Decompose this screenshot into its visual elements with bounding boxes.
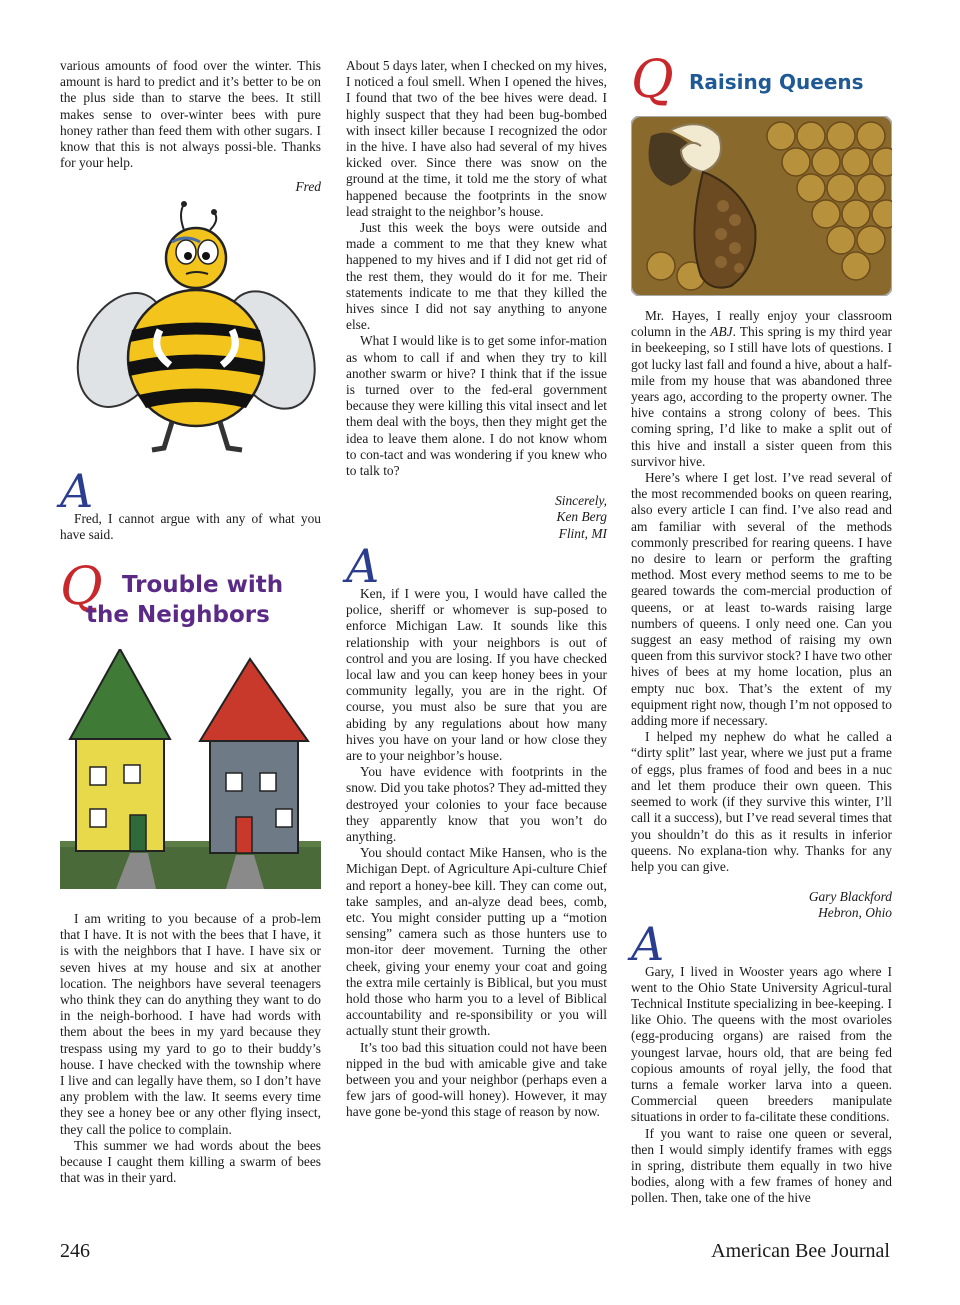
column-2 bbox=[346, 58, 607, 1121]
answer-paragraph: Gary, I lived in Wooster years ago where I went to the Ohio State University Agricul-tural Technical Institute specializing in bee-keeping. I like Ohio. The queens with the most ovarioles (egg-producing organs) are raised from the youngest larvae, hours old, that are being fed copious amounts of royal jelly, the food that turns a female worker larva into a queen. Commercial queen breeders manipulate situations in order to fa-cilitate these conditions. bbox=[631, 963, 892, 1125]
letter-paragraph: I am writing to you because of a prob-lem that I have. It is not with the bees that I have, it is with the neighbors that I have. I have six or seven hives at my house and six at another location. The neighbors have several teenagers who think they can do anything they want to do in the neigh-borhood. I have had words with them about the bees in my yard because they trespass using my yard to go to their buddy’s house. I have checked with the township where I live and can legally have them, so I don’t have any problem with the law. It seems every time they see a honey bee or any other flying insect, they call the police to complain. bbox=[60, 911, 321, 1137]
answer-paragraph: If you want to raise one queen or several, then I would simply identify frames with eggs in spring, distribute them equally in two hive bodies, along with a few frames of honey and pollen. Then, take one of the hive bbox=[631, 1125, 892, 1206]
letter-text: . This spring is my third year in beekeeping, so I still have lots of questions. I got lucky last fall and found a hive, about a half-mile from my house that was abandoned three years ago, according to the property owner. The hive contains a strong colony of bees. This coming spring, I’d like to make a split out of this hive and install a sister queen from this survivor hive. bbox=[631, 324, 892, 469]
question-letter: Q bbox=[631, 50, 674, 110]
column-3 bbox=[631, 50, 892, 1207]
journal-abbreviation: ABJ bbox=[710, 324, 733, 340]
answer-letter: A bbox=[346, 538, 380, 593]
section-heading-raising-queens bbox=[631, 50, 892, 112]
answer-letter: A bbox=[60, 463, 94, 518]
letter-paragraph: Here’s where I get lost. I’ve read several of the most recommended books on queen rearing, also every article I can find. I’ve also read and am familiar with several of the methods commonly prescribed for rearing queens. I have no desire to learn or perform the grafting method. Most every method seems to me to be geared towards the com-mercial production of queens, or at least to-wards raising large numbers of queens. I only need one. Can you suggest an easy method of raising my own queen from this survivor stock? I have two other hives of bees at my home location, plus an empty nuc box. That’s the extent of my equipment right now, though I’m not opposed to adding more if necessary. bbox=[631, 470, 892, 729]
letter-paragraph: This summer we had words about the bees because I caught them killing a swarm of bees that was in their yard. bbox=[60, 1137, 321, 1186]
letter-paragraph: I helped my nephew do what he called a “dirty split” last year, where we just put a frame of eggs, plus frames of food and bees in a nuc and let them produce their own queen. This seemed to work (if they survive this winter, I’ll call it a success), but I’ve read several times that you shouldn’t do this as it results in inferior queens. No explana-tion why. Thanks for any help you can give. bbox=[631, 729, 892, 874]
signature-name: Gary Blackford bbox=[808, 889, 892, 905]
question-letter: Q bbox=[60, 557, 103, 618]
signature-location: Hebron, Ohio bbox=[818, 905, 892, 921]
answer-paragraph: Ken, if I were you, I would have called the police, sheriff or whomever is sup-posed to enforce Michigan Law. It sounds like this relationship with your neighbors is out of control and you are losing. If you have checked local law and you can keep honey bees in your community legally, you are in the right. Of course, you must also be sure that you are abiding by any regulations about how many hives you have on your land or how close they are to your neighbor’s house. bbox=[346, 585, 607, 763]
houses-illustration bbox=[60, 649, 321, 889]
section-heading-trouble-with-neighbors bbox=[60, 557, 321, 643]
answer-paragraph: Fred, I cannot argue with any of what you have said. bbox=[60, 510, 321, 542]
letter-paragraph: About 5 days later, when I checked on my hives, I noticed a foul smell. When I opened the hives, I found that two of the bee hives were dead. I highly suspect that they had been bug-bombed with insect killer because I recognized the odor in the hive. I have also had several of my hives kicked over. Since there was snow on the ground at the time, it told me the story of what happened because the footprints in the snow lead straight to the neighbor’s house. bbox=[346, 58, 607, 219]
signature: Fred bbox=[295, 179, 321, 195]
section-title: Raising Queens bbox=[689, 70, 864, 94]
letter-paragraph: What I would like is to get some infor-mation as whom to call if and when they try to kill another swarm or hive? I think that if the issue is turned over to the fed-eral government because they were killing this vital insect and let them deal with the boys, then they might get the idea to leave them alone. I do not know whom to con-tact and was wondering if you knew who to talk to? bbox=[346, 333, 607, 479]
section-title-line2: the Neighbors bbox=[86, 602, 270, 629]
queen-cell-photo bbox=[631, 116, 892, 296]
letter-paragraph: various amounts of food over the winter. This amount is hard to predict and it’s better to be on the plus side than to starve the bees. It still makes sense to over-winter bees with pure honey rather than feed them with other sugars. I know that this is not always possi-ble. Thanks for your help. bbox=[60, 58, 321, 171]
letter-paragraph bbox=[631, 308, 892, 470]
answer-paragraph: You should contact Mike Hansen, who is the Michigan Dept. of Agriculture Api-culture Chief and report a honey-bee kill. They can come out, take samples, and an-alyze dead bees, comb, etc. You might consider putting up a “motion sensing” camera such as those hunters use to mon-itor deer movement. Turning the other cheek, giving your enemy your coat and going the extra mile certainly is Biblical, but you must hold those who harm you to a level of Biblical accountability and re-sponsibility or you will actually stunt their growth. bbox=[346, 845, 607, 1039]
journal-name: American Bee Journal bbox=[711, 1240, 890, 1262]
bee-illustration bbox=[60, 200, 321, 465]
signature-closing: Sincerely, bbox=[555, 493, 607, 509]
answer-paragraph: You have evidence with footprints in the snow. Did you take photos? They ad-mitted they destroyed your colonies to your face because they apparently know that you won’t do anything. bbox=[346, 764, 607, 844]
houses-icon bbox=[60, 649, 321, 889]
queen-cell-photo-icon bbox=[631, 116, 892, 296]
letter-text: Mr. Hayes, I really enjoy your classroom column in the bbox=[631, 308, 892, 340]
page-number: 246 bbox=[60, 1240, 90, 1262]
bee-cartoon-icon bbox=[60, 200, 321, 465]
section-title-line1: Trouble with bbox=[122, 572, 284, 599]
letter-paragraph: Just this week the boys were outside and made a comment to me that they knew what happened to my hives and if I did not get rid of the rest them, they would do it for me. Their statements indicate to me that they killed the hives since I did not say anything to anyone else. bbox=[346, 220, 607, 333]
signature-location: Flint, MI bbox=[558, 525, 607, 541]
answer-paragraph: It’s too bad this situation could not have been nipped in the bud with amicable give and take between you and your neighbor (perhaps even a few jars of good-will honey). However, it may have gone be-yond this stage of reason by now. bbox=[346, 1039, 607, 1120]
answer-letter: A bbox=[631, 916, 665, 971]
signature-name: Ken Berg bbox=[556, 509, 607, 525]
column-1 bbox=[60, 58, 321, 1186]
